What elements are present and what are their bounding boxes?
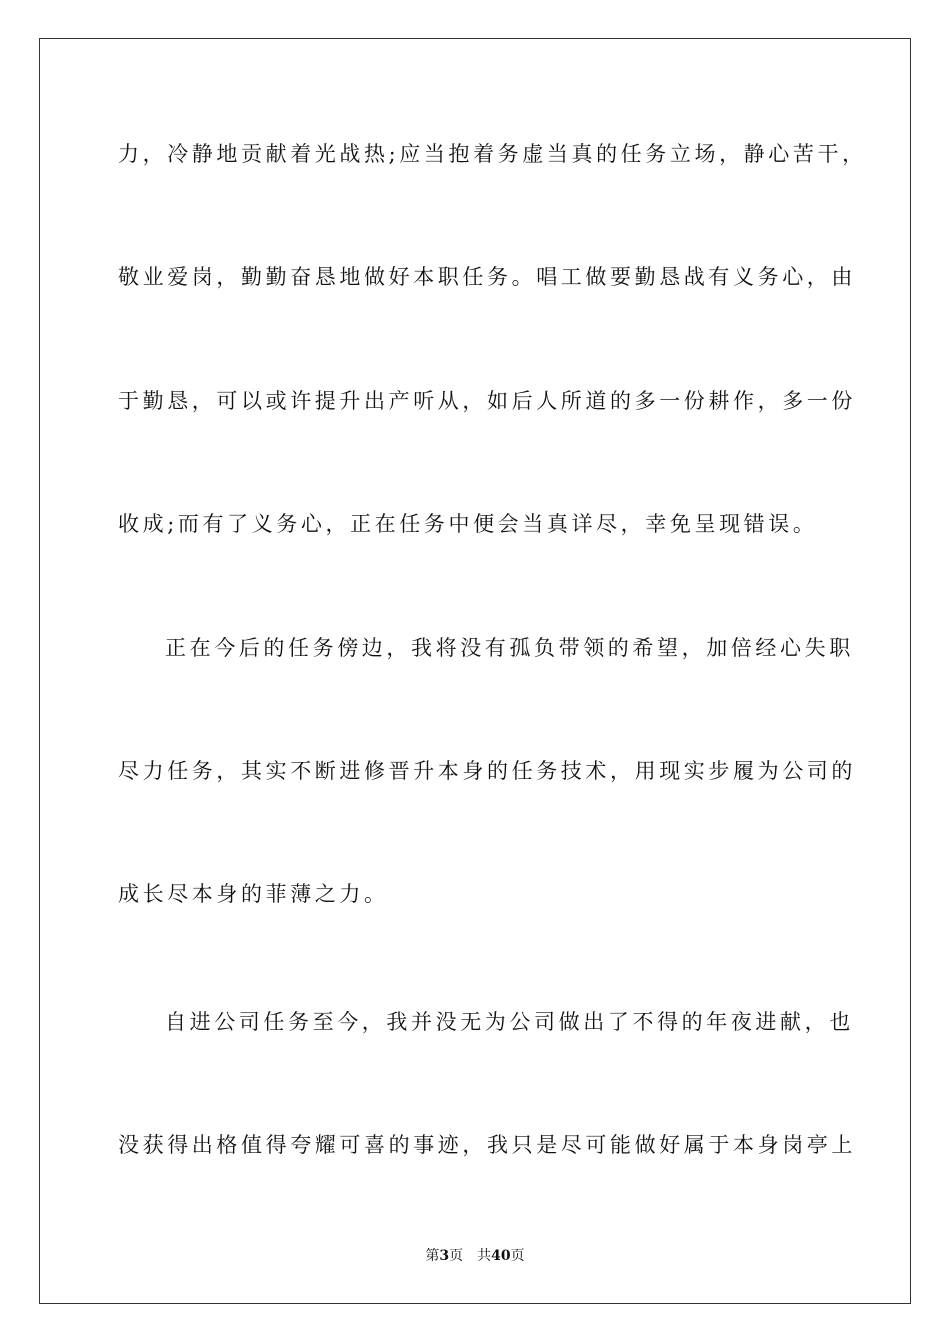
- footer-page-number: 3: [439, 1248, 450, 1264]
- text-line-3: 于勤恳，可以或许提升出产听从，如后人所道的多一份耕作，多一份: [118, 389, 856, 413]
- footer-total-suffix: 页: [510, 1248, 525, 1264]
- text-line-5: 正在今后的任务傍边，我将没有孤负带领的希望，加倍经心失职: [165, 636, 854, 660]
- footer-total-prefix: 共: [477, 1248, 492, 1264]
- footer-page-suffix: 页: [449, 1248, 464, 1264]
- text-line-8: 自进公司任务至今，我并没无为公司做出了不得的年夜进献，也: [165, 1010, 854, 1034]
- page-border: [39, 38, 911, 1304]
- footer-page-prefix: 第: [425, 1248, 440, 1264]
- text-line-4: 收成;而有了义务心，正在任务中便会当真详尽，幸免呈现错误。: [118, 512, 818, 536]
- footer-total-pages: 40: [491, 1248, 511, 1264]
- text-line-1: 力，冷静地贡献着光战热;应当抱着务虚当真的任务立场，静心苦干，: [118, 142, 867, 166]
- text-line-2: 敬业爱岗，勤勤奋恳地做好本职任务。唱工做要勤恳战有义务心，由: [118, 265, 856, 289]
- text-line-7: 成长尽本身的菲薄之力。: [118, 882, 389, 906]
- page-footer: [0, 1246, 950, 1266]
- text-line-6: 尽力任务，其实不断进修晋升本身的任务技术，用现实步履为公司的: [118, 759, 856, 783]
- text-line-9: 没获得出格值得夸耀可喜的事迹，我只是尽可能做好属于本身岗亭上: [118, 1133, 856, 1157]
